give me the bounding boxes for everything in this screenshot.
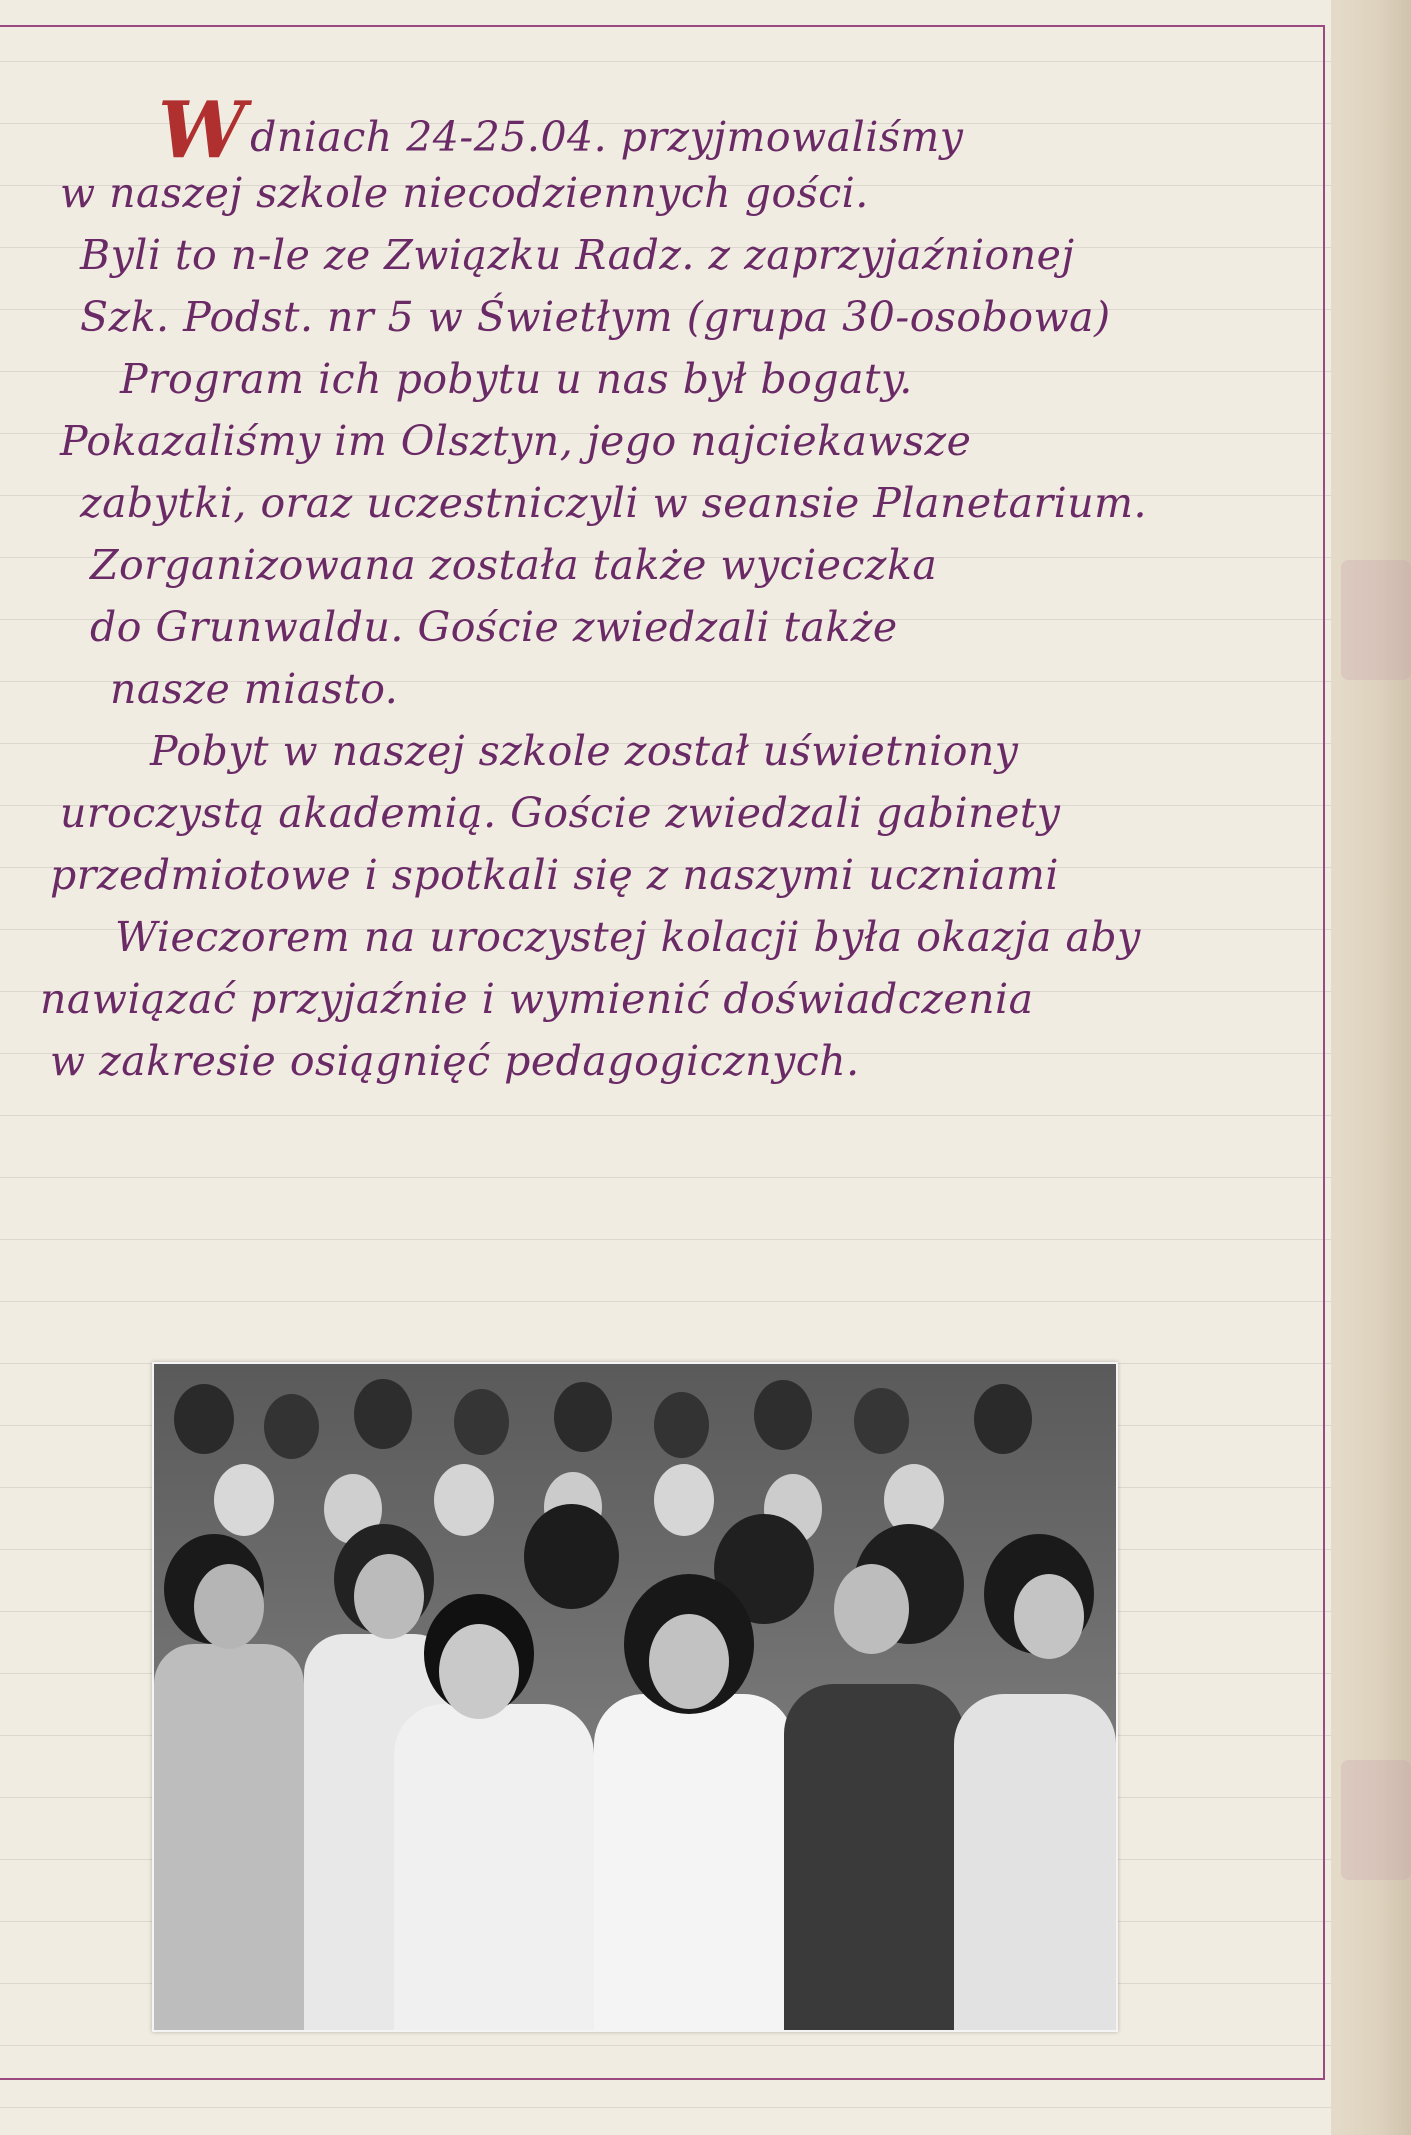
photo-face <box>439 1624 519 1719</box>
photo-figure <box>654 1392 709 1458</box>
photo-figure <box>264 1394 319 1459</box>
group-photo <box>152 1362 1118 2032</box>
photo-figure <box>354 1379 412 1449</box>
text-line: nasze miasto. <box>110 665 399 713</box>
photo-face <box>1014 1574 1084 1659</box>
handwritten-entry <box>40 85 1310 1092</box>
ink-bleed-mark <box>1341 560 1411 680</box>
text-line: uroczystą akademią. Goście zwiedzali gabinety <box>60 789 1061 837</box>
text-line: Zorganizowana została także wycieczka <box>90 541 938 589</box>
photo-figure <box>754 1380 812 1450</box>
text-line: Pokazaliśmy im Olsztyn, jego najciekawsze <box>60 417 972 465</box>
frame-line-top <box>0 25 1325 27</box>
text-line: Szk. Podst. nr 5 w Świetłym (grupa 30-osobowa) <box>80 293 1111 341</box>
ink-bleed-mark <box>1341 1760 1411 1880</box>
text-line: w naszej szkole niecodziennych gości. <box>60 169 869 217</box>
photo-figure <box>554 1382 612 1452</box>
photo-figure <box>454 1389 509 1455</box>
photo-face <box>194 1564 264 1649</box>
text-line: Byli to n-le ze Związku Radz. z zaprzyjaźnionej <box>80 231 1075 279</box>
photo-face <box>834 1564 909 1654</box>
photo-figure-body <box>594 1694 794 2032</box>
photo-face <box>649 1614 729 1709</box>
photo-figure-body <box>784 1684 964 2032</box>
text-line: przedmiotowe i spotkali się z naszymi uczniami <box>50 851 1060 899</box>
photo-figure <box>214 1464 274 1536</box>
text-line: Pobyt w naszej szkole został uświetniony <box>150 727 1019 775</box>
photo-face <box>354 1554 424 1639</box>
photo-figure-body <box>154 1644 304 2032</box>
text-line: Wdniach 24-25.04. przyjmowaliśmy <box>158 85 964 176</box>
frame-line-right <box>1323 25 1325 2080</box>
text-line: Wieczorem na uroczystej kolacji była okazja aby <box>115 913 1141 961</box>
text-line: do Grunwaldu. Goście zwiedzali także <box>90 603 898 651</box>
decorated-initial: W <box>158 85 247 176</box>
photo-figure <box>434 1464 494 1536</box>
text-line: nawiązać przyjaźnie i wymienić doświadczenia <box>40 975 1034 1023</box>
photo-figure-body <box>394 1704 594 2032</box>
photo-figure <box>524 1504 619 1609</box>
photo-figure <box>654 1464 714 1536</box>
photo-figure <box>174 1384 234 1454</box>
photo-figure-body <box>954 1694 1116 2032</box>
frame-line-bottom <box>0 2078 1325 2080</box>
text-line: w zakresie osiągnięć pedagogicznych. <box>50 1037 860 1085</box>
text-line: Program ich pobytu u nas był bogaty. <box>120 355 913 403</box>
text-line: zabytki, oraz uczestniczyli w seansie Planetarium. <box>80 479 1148 527</box>
photo-figure <box>974 1384 1032 1454</box>
photo-figure <box>854 1388 909 1454</box>
